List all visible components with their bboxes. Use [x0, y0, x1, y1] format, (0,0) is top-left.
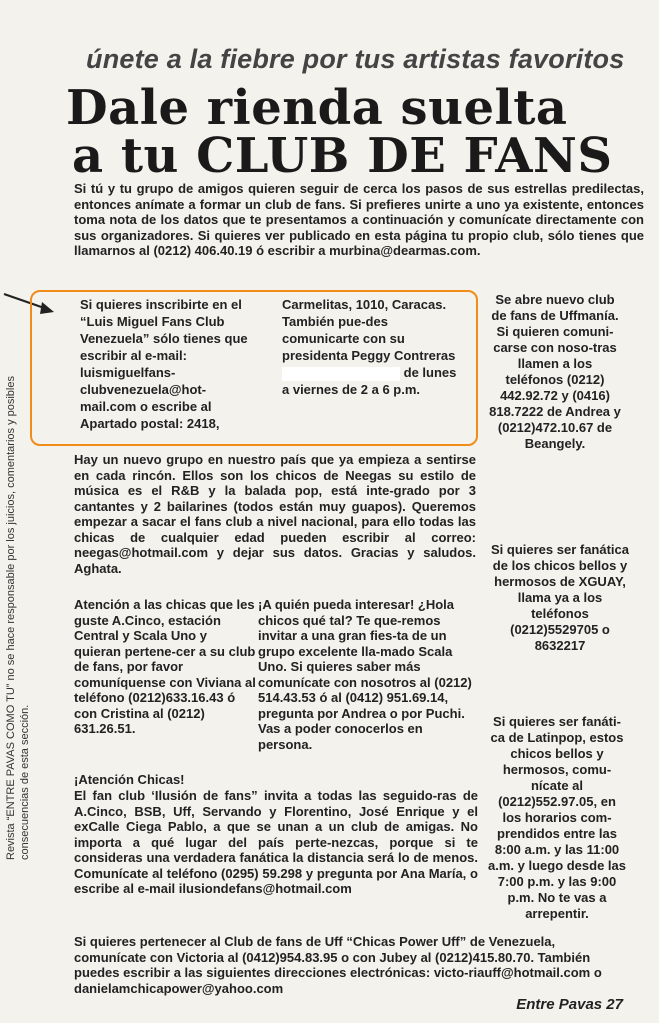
acinco-paragraph: Atención a las chicas que les guste A.Cinco, estación Central y Scala Uno y quieran pertene-cer a su club de fans, por favor comuníquense con Viviana al teléfono (0212)633.16.43 ó con Cristina al (0212) 631.26.51. [74, 597, 256, 736]
side-disclaimer [0, 340, 40, 860]
neegas-paragraph: Hay un nuevo grupo en nuestro país que ya empieza a sentirse en cada rincón. Ellos son los chicos de Neegas su estilo de música es el R&B y la balada pop, está inte-grado por 3 cantantes y 2 bailarines (todos están muy guapos). Queremos empezar a sacar el fans club a nivel nacional, para ello todas las chicas de cualquier edad pueden escribir al correo: neegas@hotmail.com y dejar sus datos. Gracias y saludos. Aghata. [74, 452, 476, 576]
page-footer: Entre Pavas 27 [516, 996, 623, 1013]
xguay-paragraph: Si quieres ser fanática de los chicos bellos y hermosos de XGUAY, llama ya a los teléfonos (0212)5529705 o 8632217 [490, 542, 629, 653]
scala-uno-paragraph: ¡A quién pueda interesar! ¿Hola chicos qué tal? Te que-remos invitar a una gran fies-ta de un grupo excelente lla-mado Scala Uno. Si quieres saber más comunícate con nosotros al (0212) 514.43.53 ó al (0412) 951.69.14, pregunta por Andrea o por Puchi. Vas a poder conocerlos en persona. [258, 597, 472, 752]
latinpop-paragraph: Si quieres ser fanáti-ca de Latinpop, estos chicos bellos y hermosos, comu-nícate al (0212)552.97.05, en los horarios com-prendidos entre las 8:00 a.m. y las 11:00 a.m. y luego desde las 7:00 p.m. y las 9:00 p.m. No te vas a arrepentir. [488, 714, 626, 921]
luis-miguel-col2a: Carmelitas, 1010, Caracas. También pue-des comunicarte con su presidenta Peggy Contreras [282, 297, 456, 363]
page-title-line2: a tu CLUB DE FANS [72, 128, 613, 184]
kicker: únete a la fiebre por tus artistas favoritos [86, 44, 625, 74]
side-disclaimer-text: Revista “ENTRE PAVAS COMO TU” no se hace responsable por los juicios, comentarios y posibles consecuencias de esta sección. [5, 376, 31, 860]
ilusion-paragraph: El fan club ‘Ilusión de fans” invita a todas las seguido-ras de A.Cinco, BSB, Uff, Servando y Florentino, José Enrique y el exCalle Ciega Pablo, a que se unan a un club de amigas. No importa a qué lugar del país perte-nezcas, porque si te consideras una verdadera fanática la distancia será lo de menos. Comunícate al teléfono (0295) 59.298 y pregunta por Ana María, o escribe al e-mail ilusiondefans@hotmail.com [74, 788, 478, 896]
uff-power-paragraph: Si quieres pertenecer al Club de fans de Uff “Chicas Power Uff” de Venezuela, comunícate con Victoria al (0412)954.83.95 o con Jubey al (0212)415.80.70. También puedes escribir a las siguientes direcciones electrónicas: victo-riauff@hotmail.com o danielamchicapower@yahoo.com [74, 934, 602, 996]
redaction [282, 367, 400, 381]
luis-miguel-col2b: de lunes a viernes de 2 a 6 p.m. [282, 365, 457, 397]
uffmania-paragraph: Se abre nuevo club de fans de Uffmanía. Si quieren comuni-carse con noso-tras llamen a los teléfonos (0212) 442.92.72 y (0416) 818.7222 de Andrea y (0212)472.10.67 de Beangely. [489, 292, 621, 451]
ilusion-heading: ¡Atención Chicas! [74, 772, 185, 787]
intro-paragraph: Si tú y tu grupo de amigos quieren seguir de cerca los pasos de sus estrellas predilectas, entonces anímate a formar un club de fans. Si prefieres unirte a uno ya existente, entonces toma nota de los datos que te presentamos a continuación y comunícate directamente con sus organizadores. Si quieres ver publicado en esta página tu propio club, sólo tienes que llamarnos al (0212) 406.40.19 ó escribir a murbina@dearmas.com. [74, 181, 644, 258]
luis-miguel-col2 [282, 296, 462, 398]
luis-miguel-col1: Si quieres inscribirte en el “Luis Miguel Fans Club Venezuela” sólo tienes que escribir al e-mail: luismiguelfans-clubvenezuela@hot-mail.com o escribe al Apartado postal: 2418, [80, 297, 248, 431]
page-title-line1: Dale rienda suelta [66, 80, 568, 136]
